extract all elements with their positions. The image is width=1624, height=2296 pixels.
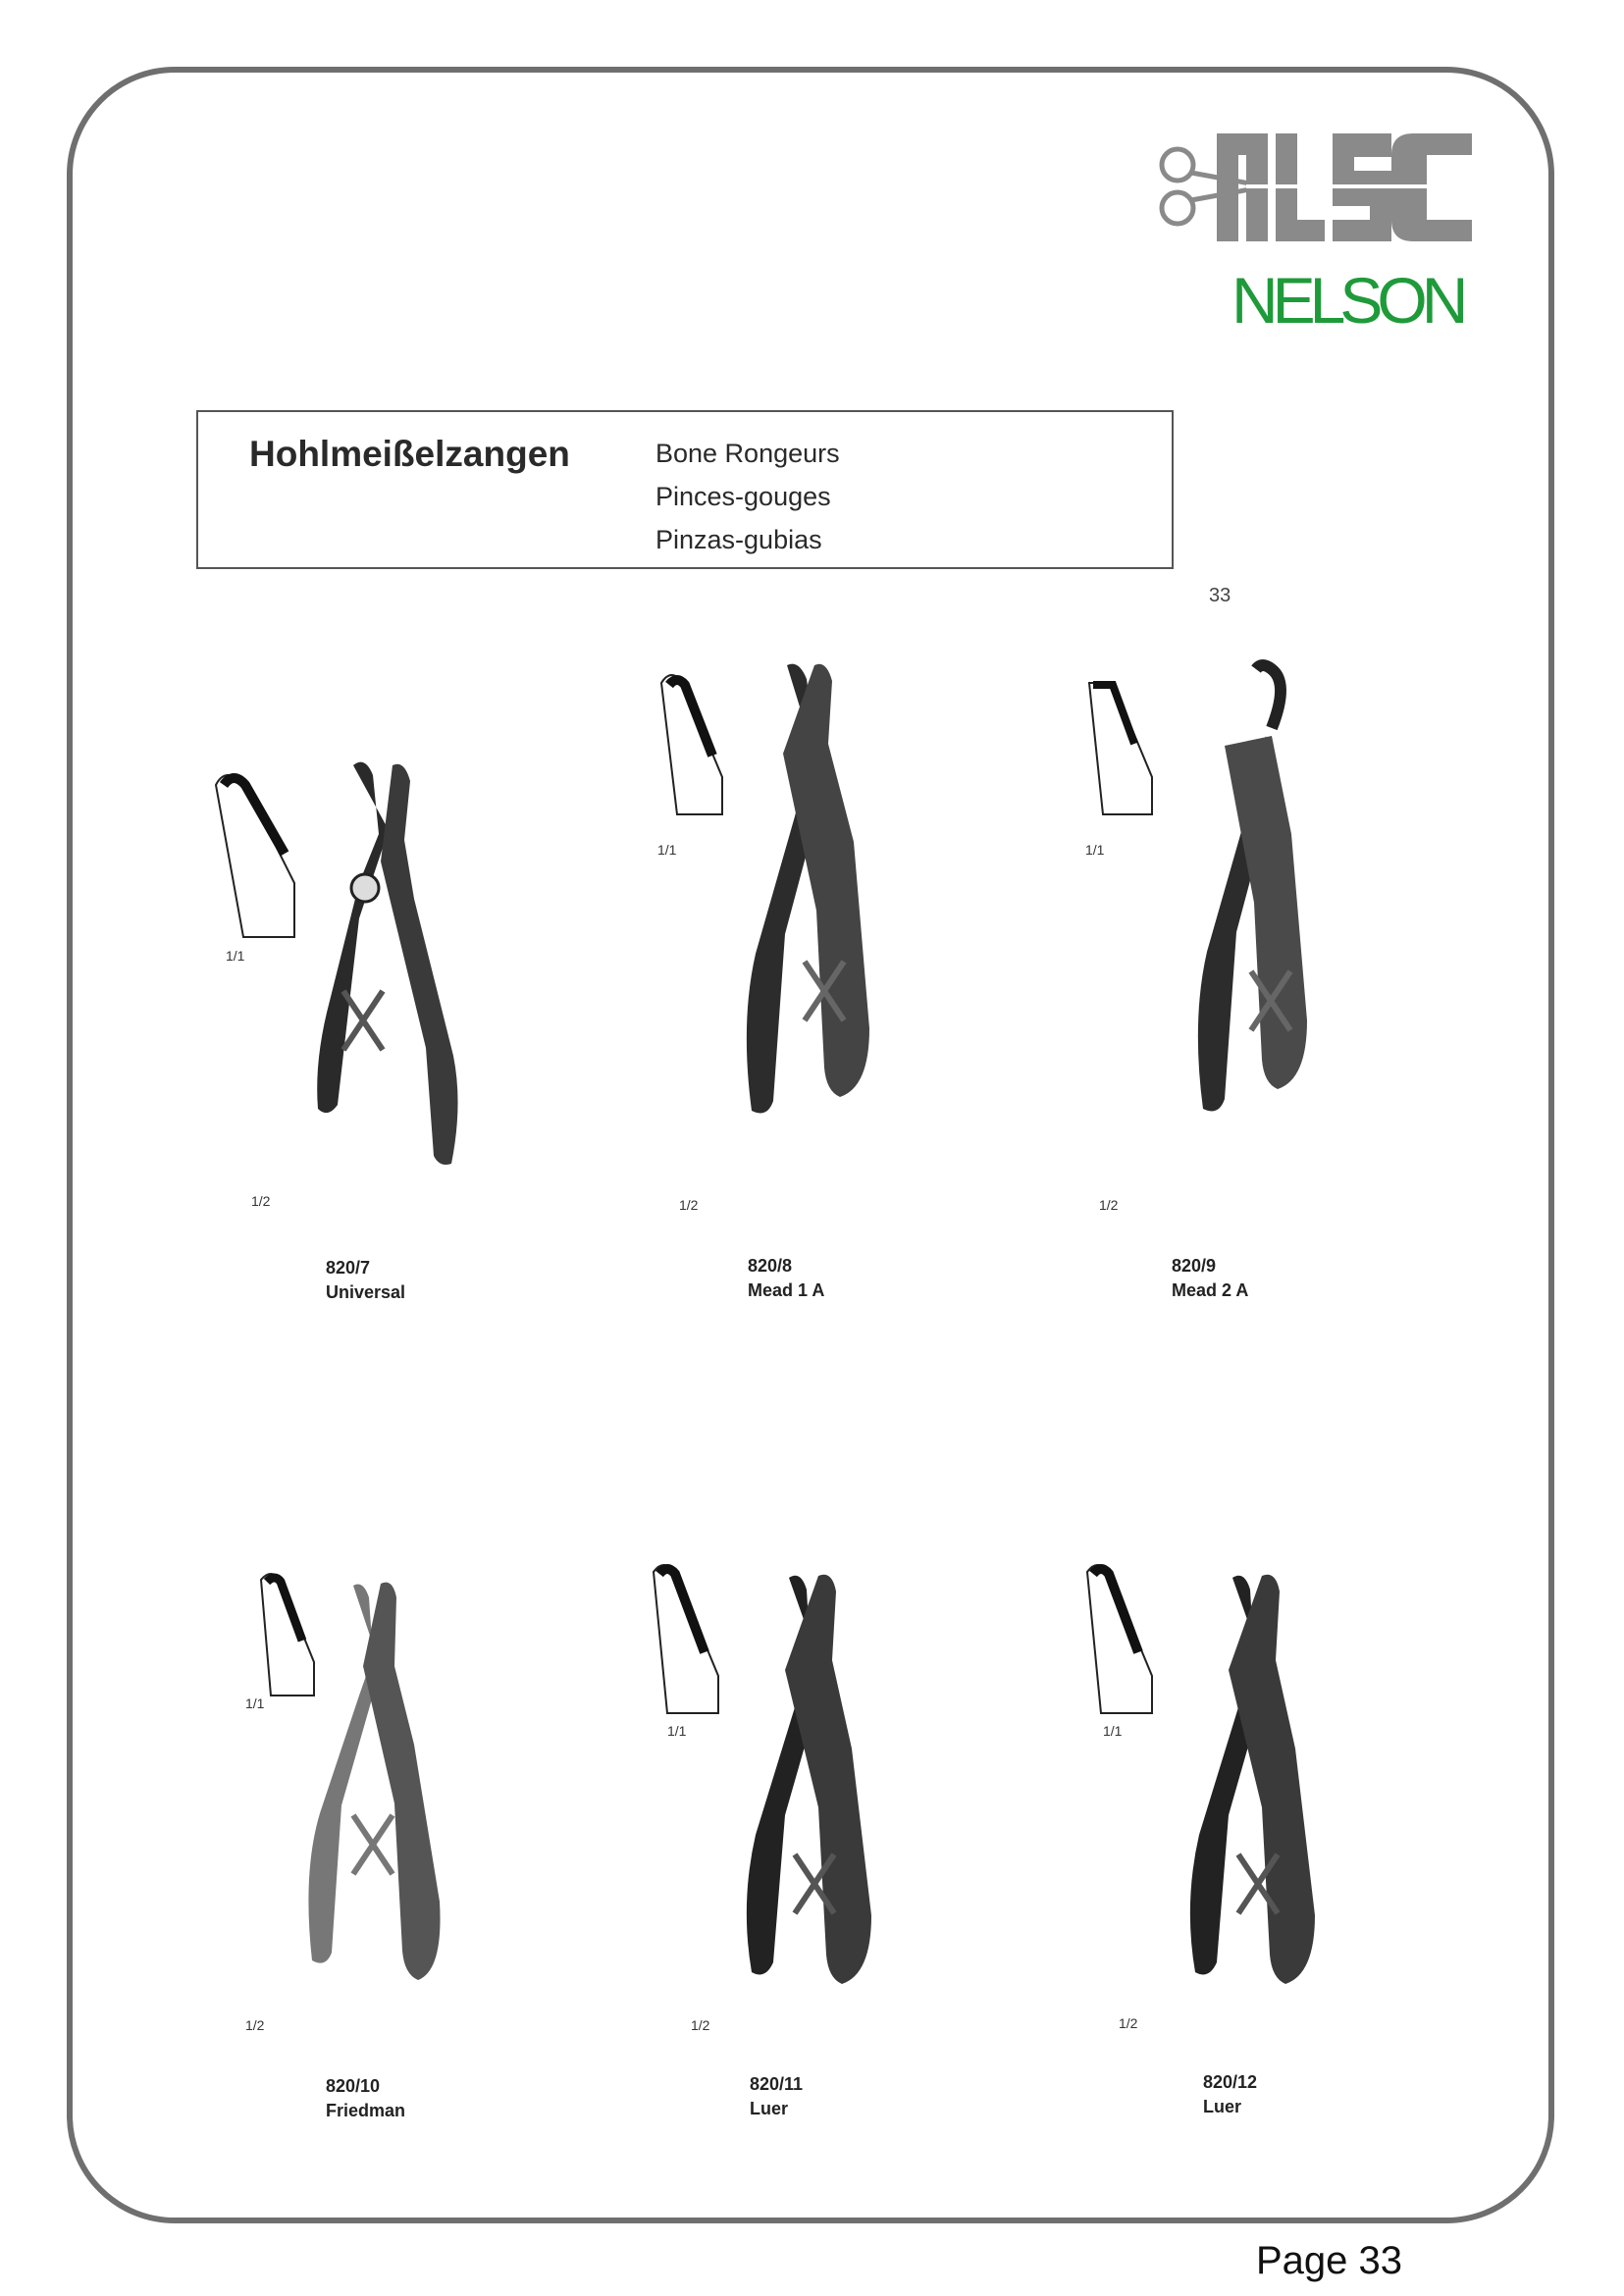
rongeur-icon: [1040, 648, 1452, 1236]
instrument-820-11: [628, 1560, 1040, 2188]
brand-name: NELSON: [1231, 264, 1463, 337]
item-name: Mead 1 A: [748, 1280, 825, 1300]
title-translations: [655, 432, 840, 561]
full-scale: 1/2: [251, 1193, 271, 1209]
instrument-820-10: [196, 1570, 608, 2198]
title-english: Bone Rongeurs: [655, 439, 840, 468]
item-caption: [748, 1254, 824, 1303]
rongeur-icon: [196, 1570, 608, 2119]
item-number: 820/11: [750, 2074, 804, 2094]
full-scale: 1/2: [1119, 2015, 1138, 2031]
item-caption: [326, 1256, 405, 1305]
title-spanish: Pinzas-gubias: [655, 525, 822, 554]
instrument-820-12: [1060, 1560, 1472, 2188]
detail-scale: 1/1: [1085, 842, 1105, 858]
detail-scale: 1/1: [226, 948, 245, 964]
rongeur-icon: [628, 1560, 1040, 2110]
item-caption: [750, 2072, 803, 2121]
instrument-820-7: [196, 746, 608, 1374]
full-scale: 1/2: [1099, 1197, 1119, 1213]
item-caption: [1203, 2070, 1257, 2119]
item-number: 820/8: [748, 1256, 793, 1276]
rongeur-icon: [196, 746, 608, 1295]
footer-page-label: Page 33: [1256, 2239, 1403, 2282]
item-number: 820/10: [326, 2076, 381, 2096]
item-caption: [326, 2074, 405, 2123]
item-number: 820/12: [1203, 2072, 1258, 2092]
item-name: Mead 2 A: [1172, 1280, 1249, 1300]
item-number: 820/7: [326, 1258, 371, 1278]
detail-scale: 1/1: [667, 1723, 687, 1739]
item-caption: [1172, 1254, 1248, 1303]
full-scale: 1/2: [691, 2017, 710, 2033]
detail-scale: 1/1: [245, 1696, 265, 1711]
instrument-820-8: [618, 648, 1030, 1300]
rongeur-icon: [618, 648, 1030, 1236]
item-name: Universal: [326, 1282, 406, 1302]
item-name: Luer: [1203, 2097, 1242, 2116]
full-scale: 1/2: [679, 1197, 699, 1213]
full-scale: 1/2: [245, 2017, 265, 2033]
detail-scale: 1/1: [1103, 1723, 1123, 1739]
item-name: Friedman: [326, 2101, 406, 2120]
item-number: 820/9: [1172, 1256, 1217, 1276]
title-box: [196, 410, 1174, 569]
instrument-820-9: [1040, 648, 1452, 1300]
detail-scale: 1/1: [657, 842, 677, 858]
catalog-page-number: 33: [1209, 585, 1231, 606]
title-german: Hohlmeißelzangen: [249, 434, 570, 474]
item-name: Luer: [750, 2099, 789, 2118]
title-french: Pinces-gouges: [655, 482, 831, 511]
